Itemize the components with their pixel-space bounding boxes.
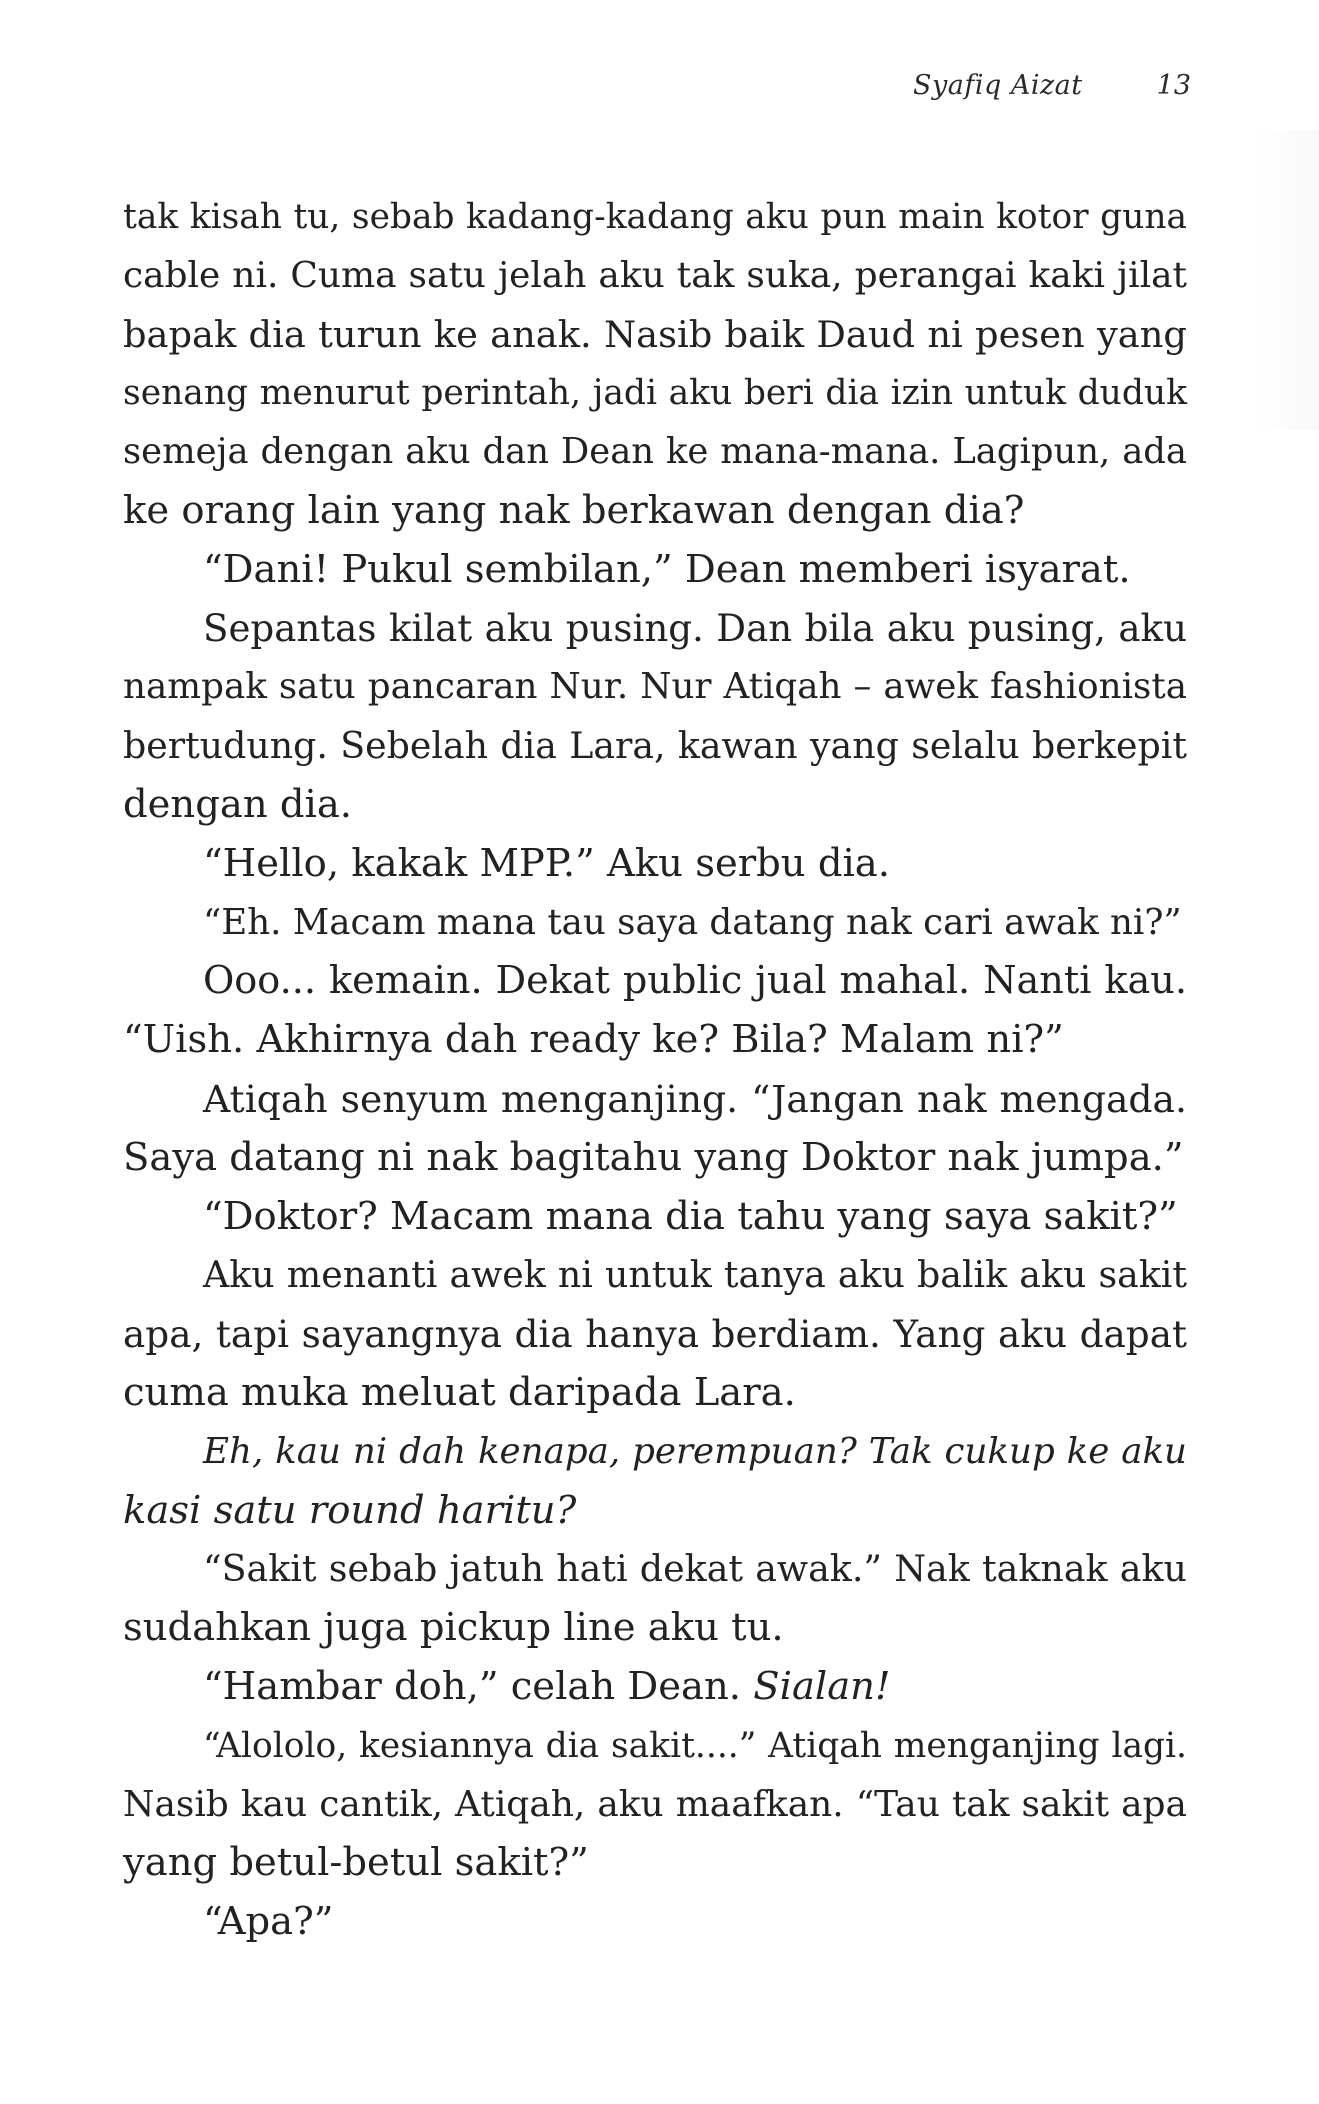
text-line	[123, 1129, 1187, 1188]
text-line	[123, 600, 1187, 659]
text-line	[123, 835, 1187, 894]
text-line	[123, 1540, 1187, 1599]
text-line-content: apa, tapi sayangnya dia hanya berdiam. Yang aku dapat	[123, 1312, 1187, 1357]
text-line	[123, 1834, 1187, 1893]
text-line	[123, 1423, 1187, 1482]
text-line	[123, 658, 1187, 717]
text-line-content: kasi satu round haritu?	[123, 1487, 577, 1533]
text-line-content: semeja dengan aku dan Dean ke mana-mana. Lagipun, ada	[123, 431, 1187, 473]
text-line	[123, 1599, 1187, 1658]
text-line-content: Saya datang ni nak bagitahu yang Doktor nak jumpa.”	[123, 1134, 1184, 1180]
text-line	[123, 1658, 1187, 1717]
text-line-content: ke orang lain yang nak berkawan dengan dia?	[123, 487, 1025, 533]
text-line	[123, 1364, 1187, 1423]
text-line-content: “Dani! Pukul sembilan,” Dean memberi isyarat.	[203, 546, 1131, 592]
text-line	[123, 364, 1187, 423]
text-line-italic-tail: Sialan!	[753, 1663, 891, 1709]
text-line-content: “Hambar doh,” celah Dean.	[203, 1663, 754, 1709]
text-line-content: bertudung. Sebelah dia Lara, kawan yang selalu berkepit	[123, 724, 1187, 768]
text-line-content: yang betul-betul sakit?”	[123, 1840, 589, 1886]
text-line-content: “Alololo, kesiannya dia sakit....” Atiqah menganjing lagi.	[203, 1725, 1187, 1766]
text-line	[123, 188, 1187, 247]
text-line-content: Eh, kau ni dah kenapa, perempuan? Tak cukup ke aku	[203, 1430, 1187, 1472]
text-line	[123, 1482, 1187, 1541]
text-line	[123, 1305, 1187, 1364]
text-line-content: Atiqah senyum menganjing. “Jangan nak mengada.	[203, 1076, 1187, 1121]
text-line-content: cable ni. Cuma satu jelah aku tak suka, perangai kaki jilat	[123, 254, 1187, 296]
text-line	[123, 1893, 1187, 1952]
text-line-content: Nasib kau cantik, Atiqah, aku maafkan. “Tau tak sakit apa	[123, 1783, 1187, 1825]
text-line-content: sudahkan juga pickup line aku tu.	[123, 1605, 784, 1651]
text-line	[123, 776, 1187, 835]
text-line-content: “Hello, kakak MPP.” Aku serbu dia.	[203, 840, 890, 886]
text-line-content: “Uish. Akhirnya dah ready ke? Bila? Malam ni?”	[123, 1017, 1064, 1063]
text-line	[123, 423, 1187, 482]
text-line	[123, 1188, 1187, 1247]
text-line	[123, 1717, 1187, 1776]
text-line	[123, 952, 1187, 1011]
text-line-content: cuma muka meluat daripada Lara.	[123, 1369, 796, 1415]
text-line-content: “Sakit sebab jatuh hati dekat awak.” Nak taknak aku	[203, 1547, 1187, 1591]
text-line-content: nampak satu pancaran Nur. Nur Atiqah – awek fashionista	[123, 666, 1187, 708]
text-line	[123, 1246, 1187, 1305]
text-line	[123, 717, 1187, 776]
running-head-author: Syafiq Aizat	[912, 70, 1083, 101]
text-line-content: “Apa?”	[203, 1899, 334, 1945]
text-line	[123, 1070, 1187, 1129]
text-line	[123, 482, 1187, 541]
text-line-content: senang menurut perintah, jadi aku beri dia izin untuk duduk	[123, 373, 1187, 414]
text-line-content: tak kisah tu, sebab kadang-kadang aku pun main kotor guna	[123, 197, 1187, 237]
body-text	[123, 188, 1187, 1952]
page-number: 13	[1156, 70, 1191, 101]
text-line-content: Aku menanti awek ni untuk tanya aku balik aku sakit	[203, 1253, 1187, 1297]
text-line-content: Ooo... kemain. Dekat public jual mahal. Nanti kau.	[203, 959, 1187, 1004]
text-line-content: bapak dia turun ke anak. Nasib baik Daud ni pesen yang	[123, 312, 1187, 356]
text-line	[123, 247, 1187, 306]
page-edge-shadow	[1249, 130, 1319, 430]
text-line-content: “Eh. Macam mana tau saya datang nak cari awak ni?”	[203, 901, 1182, 943]
text-line-content: Sepantas kilat aku pusing. Dan bila aku pusing, aku	[203, 606, 1187, 650]
text-line	[123, 894, 1187, 953]
text-line	[123, 306, 1187, 365]
running-head	[913, 70, 1191, 101]
text-line	[123, 1776, 1187, 1835]
text-line	[123, 1011, 1187, 1070]
text-line-content: “Doktor? Macam mana dia tahu yang saya sakit?”	[203, 1193, 1178, 1239]
text-line	[123, 541, 1187, 600]
text-line-content: dengan dia.	[123, 781, 353, 827]
